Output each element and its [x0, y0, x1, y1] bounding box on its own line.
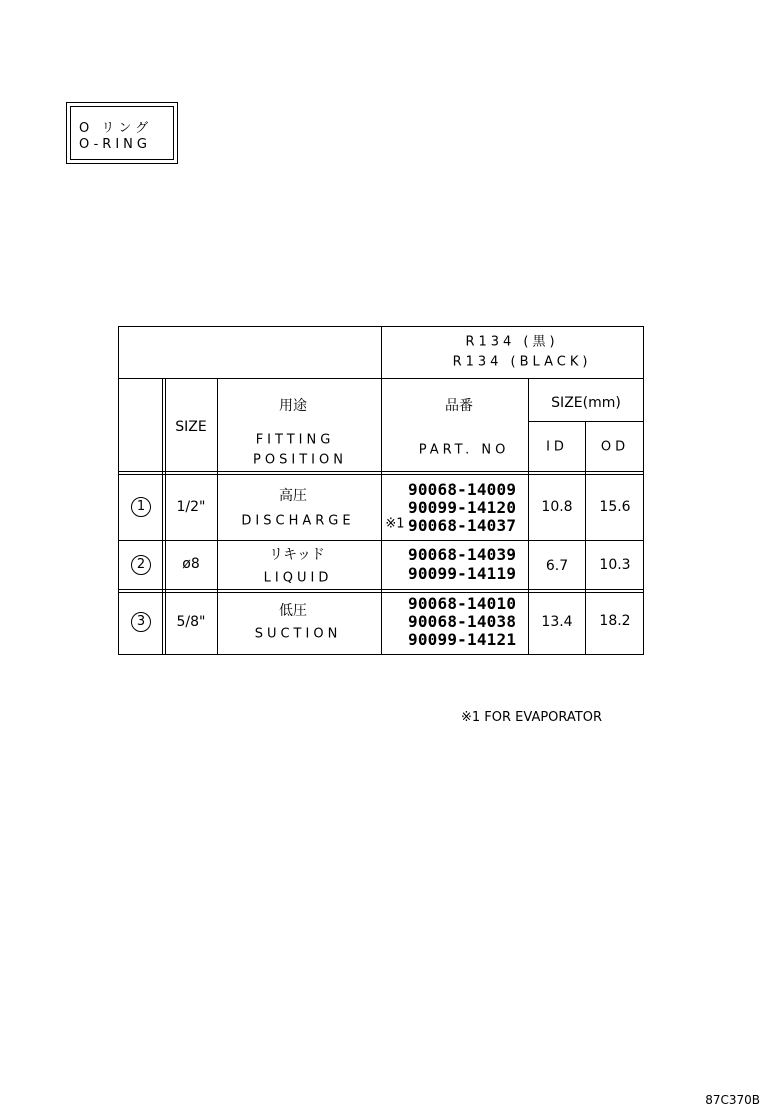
- row-1-size: 1/2": [176, 499, 206, 515]
- row-1-od: 15.6: [599, 499, 631, 515]
- row-2-id: 6.7: [545, 558, 569, 574]
- row-2-part-1: 90068-14039: [408, 545, 517, 564]
- row-3-id: 13.4: [541, 614, 573, 630]
- header-part-en: PART. NO: [418, 442, 510, 458]
- row-2-od: 10.3: [599, 557, 631, 573]
- header-part-jp: 品番: [445, 398, 473, 414]
- footnote: ※1 FOR EVAPORATOR: [461, 710, 603, 725]
- title-en: O-RING: [79, 137, 151, 152]
- row-2-size: ø8: [182, 556, 200, 572]
- row-1-part-1: 90068-14009: [408, 480, 517, 499]
- row-3-part-1: 90068-14010: [408, 594, 517, 613]
- header-position-en2: POSITION: [253, 452, 347, 468]
- header-position-en1: FITTING: [255, 432, 335, 448]
- row-3-part-2: 90068-14038: [408, 612, 517, 631]
- row-number-1: 1: [131, 497, 151, 517]
- row-3-position-jp: 低圧: [279, 603, 307, 619]
- row-3-size: 5/8": [176, 614, 206, 630]
- row-2-position-jp: リキッド: [269, 547, 325, 563]
- diagram-code: 87C370B: [705, 1093, 760, 1107]
- refrigerant-line2: R134 (BLACK): [452, 354, 592, 370]
- row-1-part-3: 90068-14037: [408, 516, 517, 535]
- row-2-part-2: 90099-14119: [408, 564, 517, 583]
- row-3-od: 18.2: [599, 613, 631, 629]
- header-od: OD: [600, 439, 630, 455]
- row-1-part-2: 90099-14120: [408, 498, 517, 517]
- row-1-position-en: DISCHARGE: [241, 513, 355, 529]
- header-size-mm: SIZE(mm): [551, 395, 621, 411]
- row-number-3: 3: [131, 612, 151, 632]
- row-2-position-en: LIQUID: [263, 570, 333, 586]
- header-id: ID: [546, 439, 568, 455]
- row-3-position-en: SUCTION: [254, 626, 342, 642]
- row-1-part-3-mark: ※1: [385, 516, 405, 532]
- header-position-jp: 用途: [279, 398, 307, 414]
- title-jp: O リング: [79, 121, 153, 136]
- refrigerant-line1: R134 (黒): [465, 334, 559, 350]
- row-3-part-3: 90099-14121: [408, 630, 517, 649]
- row-1-position-jp: 高圧: [279, 488, 307, 504]
- row-1-id: 10.8: [541, 499, 573, 515]
- row-number-2: 2: [131, 555, 151, 575]
- header-size: SIZE: [175, 419, 207, 435]
